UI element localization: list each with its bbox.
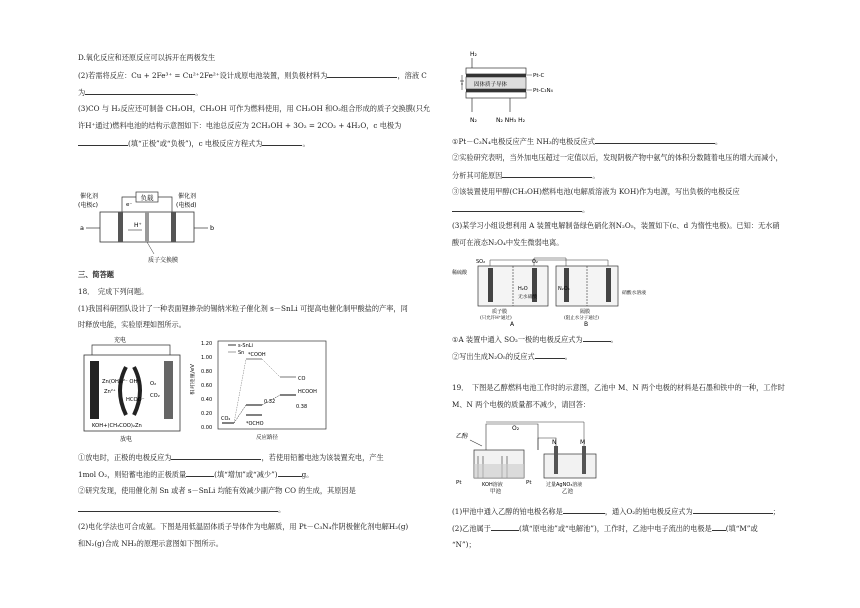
answer-blank[interactable] <box>693 506 773 514</box>
co-label: CO <box>298 376 306 382</box>
question-r2-line1: ②实验研究表明，当外加电压超过一定值以后，发现阴极产物中氨气的体积分数随着电压的增大而减小， <box>452 153 783 162</box>
ethanol-label: 乙醇 <box>456 433 469 440</box>
hcooh-label: HCOOH <box>298 389 317 395</box>
tick-label: 0.80 <box>201 369 213 375</box>
solid-conductor-label: 固体质子导体 <box>474 82 508 88</box>
battery-diagram <box>78 335 188 445</box>
question-19-line2: M、N 两个电极的质量都不减少，请回答： <box>452 400 591 409</box>
diaphragm-label: 隔膜 <box>580 309 591 315</box>
question-2-line1: (2)若需将反应：Cu + 2Fe³⁺ = Cu²⁺2Fe²⁺设计成原电池装置，则负极材料为 ，溶液 C <box>78 71 427 80</box>
ptc3n4-label: Pt-C₃N₄ <box>533 88 553 94</box>
question-19-2-line1: (2)乙池属于 (填“原电池”或“电解池”)，工作时，乙池中电子流出的电极是 (填“M”或 <box>452 524 758 533</box>
cell-jia-label: 甲池 <box>490 489 502 495</box>
catalyst-d-label: 催化剂 <box>178 193 197 200</box>
question-18-1-line2: 时释放电能，实验原理如图所示。 <box>78 320 186 329</box>
device-b-label: B <box>584 321 589 328</box>
nitric-solution-label: 硝酸水溶液 <box>622 291 646 296</box>
co2-label: CO₂ <box>150 393 160 399</box>
catalyst-c-label: 催化剂 <box>80 193 99 200</box>
koh-label: KOH溶液 <box>482 482 503 488</box>
answer-blank[interactable] <box>327 70 397 78</box>
question-18-2-line2: 和N₂(g)合成 NH₃的原理示意图如下图所示。 <box>78 539 223 548</box>
electrolysis-apparatus-diagram <box>452 256 652 328</box>
question-18-1-1-line1: ①放电时，正极的电极反应为 ，若使用铅蓄电池为该装置充电，产生 <box>78 453 384 462</box>
ptc-label: Pt-C <box>533 73 545 79</box>
answer-blank[interactable] <box>78 504 278 512</box>
o2-inlet-label: O₂ <box>512 425 520 432</box>
answer-blank[interactable] <box>78 138 128 146</box>
answer-blank[interactable] <box>278 469 302 477</box>
answer-blank[interactable] <box>583 334 611 342</box>
oxygen-label: O₂ <box>150 381 157 387</box>
proton-membrane-label: 质子膜 <box>492 309 508 315</box>
load-label: 负载 <box>140 194 154 202</box>
answer-blank[interactable] <box>85 87 195 95</box>
co2-level-label: CO₂ <box>221 416 231 422</box>
o2-label: O₂ <box>532 259 538 265</box>
question-3-line2: 许H⁺通过)燃料电池的结构示意图如下：电池总反应为 2CH₃OH + 3O₂ = 2CO₂ + 4H₂O，c 电极为 <box>78 121 402 130</box>
answer-blank[interactable] <box>563 506 605 514</box>
question-r2-line2: 分析其可能原因 。 <box>452 171 600 180</box>
question-19-2-line2: “N”)； <box>452 540 476 549</box>
legend-s-snli: s-SnLi <box>238 343 253 349</box>
answer-blank[interactable] <box>452 204 582 212</box>
electrode-m-label: M <box>580 439 586 446</box>
energy-profile-chart <box>190 335 330 445</box>
discharge-label: 放电 <box>120 436 133 443</box>
proton-label: H⁺ <box>134 222 142 229</box>
question-18-title: 18． 完成下列问题。 <box>78 287 149 296</box>
dilute-acid-label: 稀硫酸 <box>452 270 468 276</box>
answer-blank[interactable] <box>262 138 302 146</box>
charge-label: 充电 <box>114 337 127 344</box>
answer-blank[interactable] <box>491 523 519 531</box>
water-label: H₂O <box>518 286 528 292</box>
diaphragm-note: (阻止水分子通过) <box>564 316 600 321</box>
y-axis-label: 相对能量/eV <box>190 364 196 395</box>
so2-label: SO₂ <box>476 259 486 265</box>
tick-label: 1.00 <box>201 355 213 361</box>
value-032: 0.32 <box>264 399 276 405</box>
question-19-line1: 19． 下图是乙醇燃料电池工作时的示意图，乙池中 M、N 两个电极的材料是石墨和铁中的一种，工作时 <box>452 383 785 392</box>
question-r3-line2: 。 <box>452 204 589 214</box>
question-r3-line1: ③该装置使用甲醇(CH₃OH)燃料电池(电解质溶液为 KOH)作为电源，写出负极的电极反应 <box>452 187 740 196</box>
zinc-ion-label: Zn²⁺ <box>104 389 116 395</box>
zincate-label: Zn(OH)₄²⁻ OH⁻ <box>102 379 141 385</box>
tick-label: 0.00 <box>201 425 213 431</box>
answer-blank[interactable] <box>712 523 726 531</box>
answer-blank[interactable] <box>535 351 565 359</box>
question-r1: ①Pt－C₃N₄电极反应产生 NH₃的电极反应式 。 <box>452 137 723 146</box>
question-r4-line1: (3)某学习小组设想利用 A 装置电解制备绿色硝化剂N₂O₅，装置如下(c、d 为惰性电极)。已知：无水硝 <box>452 221 780 230</box>
question-18-1-2-line1: ②研究发现，使用催化剂 Sn 或者 s－SnLi 均能有效减少副产物 CO 的生成，其原因是 <box>78 486 356 495</box>
ethanol-fuel-cell-diagram <box>452 416 612 496</box>
outlet-label: N₂ NH₃ H₂ <box>496 117 526 124</box>
question-18-2-line1: (2)电化学法也可合成氨。下图是用低温固体质子导体作为电解质，用 Pt－C₃N₄作阴极催化剂电解H₂(g) <box>78 522 409 531</box>
anhydrous-acid-label: 无水硝酸 <box>518 295 538 300</box>
proton-membrane-note: (只允许H⁺通过) <box>480 316 512 321</box>
pt-electrode-label-1: Pt <box>456 480 462 486</box>
question-18-1-1-line2: 1mol O₂，则铅蓄电池的正极质量 (填“增加”或“减少”) g。 <box>78 470 314 479</box>
agno3-label: 过量AgNO₃溶液 <box>546 482 583 488</box>
pt-electrode-label-2: Pt <box>526 480 532 486</box>
answer-blank[interactable] <box>502 170 592 178</box>
inlet-a-label: a <box>80 224 84 232</box>
question-3-line3: (填“正极”或“负极”)，c 电极反应方程式为 。 <box>78 138 310 148</box>
tick-label: 0.20 <box>201 411 213 417</box>
inlet-b-label: b <box>210 224 215 232</box>
ocho-label: *OCHO <box>246 421 264 427</box>
tick-label: 0.60 <box>201 383 213 389</box>
electrolyte-label: KOH+(CH₃COO)₂Zn <box>92 423 142 429</box>
electrode-d-label: (电极d) <box>176 202 197 209</box>
option-d: D.氧化反应和还原反应可以拆开在两极发生 <box>78 53 216 62</box>
membrane-label: 质子交换膜 <box>148 257 179 264</box>
n2-label: N₂ <box>470 117 477 124</box>
question-18-1-2-line2: 。 <box>78 504 285 514</box>
tick-label: 0.40 <box>201 397 213 403</box>
value-038: 0.38 <box>296 404 308 410</box>
question-3-line1: (3)CO 与 H₂反应还可制备 CH₃OH，CH₃OH 可作为燃料使用，用 CH₃OH 和O₂组合形成的质子交换膜(只允 <box>78 104 431 113</box>
cooh-label: *COOH <box>248 352 266 358</box>
electron-label: e⁻ <box>126 202 133 208</box>
question-r6: ②写出生成N₂O₅的反应式 。 <box>452 352 572 361</box>
answer-blank[interactable] <box>595 136 715 144</box>
question-r4-line2: 酸可在液态N₂O₄中发生微弱电离。 <box>452 238 564 247</box>
electrode-c-label: (电极c) <box>78 202 98 209</box>
h2-label: H₂ <box>470 51 477 58</box>
section-title: 三、简答题 <box>78 270 114 279</box>
fuel-cell-diagram <box>78 188 218 266</box>
question-r5: ①A 装置中通入 SO₂一极的电极反应式为 。 <box>452 335 618 344</box>
ammonia-electrolysis-diagram <box>460 48 570 130</box>
device-a-label: A <box>510 321 515 328</box>
x-axis-label: 反应路径 <box>256 435 279 441</box>
electrode-n-label: N <box>552 439 557 446</box>
n2o4-label: N₂O₄ <box>558 286 570 292</box>
question-18-1-line1: (1)我国科研团队设计了一种表面锂掺杂的锡纳米粒子催化剂 s－SnLi 可提高电催化制甲酸盐的产率，同 <box>78 304 408 313</box>
legend-sn: Sn <box>238 350 245 356</box>
answer-blank[interactable] <box>186 469 214 477</box>
question-2-line2: 为 。 <box>78 88 203 97</box>
question-19-1: (1)甲池中通入乙醇的铂电极名称是 ，通入O₂的铂电极反应式为 ； <box>452 507 780 516</box>
answer-blank[interactable] <box>171 452 261 460</box>
cell-yi-label: 乙池 <box>562 489 574 495</box>
y-ticks <box>201 341 212 431</box>
tick-label: 1.20 <box>201 341 213 347</box>
formate-label: HCOO⁻ <box>126 397 145 403</box>
